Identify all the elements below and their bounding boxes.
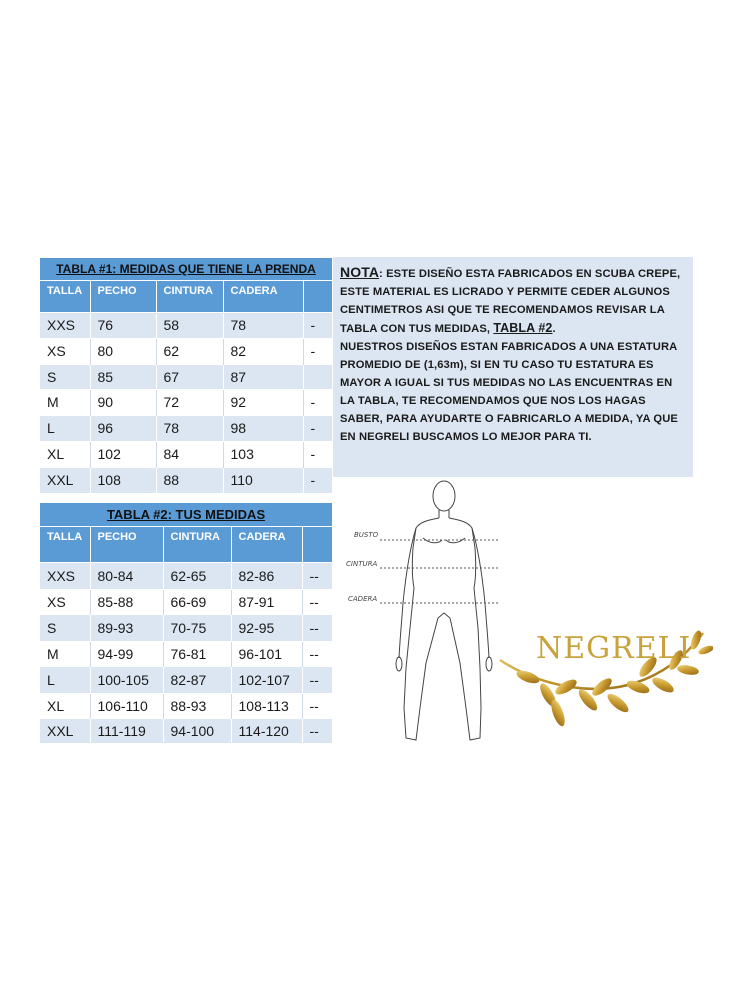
table-cell: 94-99	[90, 641, 163, 666]
table-cell: 103	[223, 441, 303, 467]
table-cell: 62-65	[163, 562, 231, 589]
table-cell: 70-75	[163, 614, 231, 641]
table-row	[40, 718, 332, 743]
note-text-3: NUESTROS DISEÑOS ESTAN FABRICADOS A UNA ESTATURA PROMEDIO DE (1,63m), SI EN TU CASO TU ESTATURA ES MAYOR A IGUAL SI TUS MEDIDAS NO LAS ENCUENTRAS EN LA TABLA, TE RECOMENDAMOS QUE NOS LOS HAGAS SABER, PARA AYUDARTE O FABRICARLO A MEDIDA, YA QUE EN NEGRELI BUSCAMOS LO MEJOR PARA TI.	[340, 341, 678, 443]
table-cell: --	[302, 614, 332, 641]
table-row	[40, 364, 332, 389]
table-cell: M	[40, 389, 90, 415]
table-row	[40, 415, 332, 441]
table2-header-extra	[302, 526, 332, 562]
brand-logo	[498, 625, 713, 740]
table-row	[40, 441, 332, 467]
table-cell: 96-101	[231, 641, 302, 666]
table1-header-extra	[303, 280, 332, 312]
table-row	[40, 562, 332, 589]
table1-header-cintura: CINTURA	[156, 280, 223, 312]
table-cell: 78	[223, 312, 303, 338]
size-table-body-measures	[40, 503, 332, 743]
table2-header-pecho: PECHO	[90, 526, 163, 562]
table-cell: --	[302, 666, 332, 693]
table-cell: 84	[156, 441, 223, 467]
table-cell: 87	[223, 364, 303, 389]
table-cell: XL	[40, 693, 90, 718]
note-label: NOTA	[340, 264, 380, 280]
table-cell: -	[303, 441, 332, 467]
note-text-1: : ESTE DISEÑO ESTA FABRICADOS EN SCUBA CREPE, ESTE MATERIAL ES LICRADO Y PERMITE CEDER ALGUNOS CENTIMETROS ASI QUE TE RECOMENDAMOS REVISAR LA TABLA CON TUS MEDIDAS,	[340, 268, 681, 335]
table-row	[40, 312, 332, 338]
table-cell: 72	[156, 389, 223, 415]
table-cell: 92	[223, 389, 303, 415]
table-cell: --	[302, 562, 332, 589]
table-cell: XL	[40, 441, 90, 467]
table-cell: 111-119	[90, 718, 163, 743]
table-cell: --	[302, 718, 332, 743]
table-cell: --	[302, 693, 332, 718]
table-row	[40, 641, 332, 666]
table2-header-cintura: CINTURA	[163, 526, 231, 562]
table-cell: 66-69	[163, 589, 231, 614]
table-cell: 88	[156, 467, 223, 493]
table-cell: -	[303, 467, 332, 493]
table-cell: 96	[90, 415, 156, 441]
table-cell: XS	[40, 589, 90, 614]
table1-header-talla: TALLA	[40, 280, 90, 312]
body-measurement-figure	[340, 478, 500, 748]
table-cell: 102	[90, 441, 156, 467]
table-cell: 85-88	[90, 589, 163, 614]
cadera-label: CADERA	[348, 595, 378, 603]
table-row	[40, 693, 332, 718]
table-cell: 87-91	[231, 589, 302, 614]
table-cell: 67	[156, 364, 223, 389]
figure-head	[433, 481, 455, 511]
table-row	[40, 467, 332, 493]
table-cell: 90	[90, 389, 156, 415]
note-table-ref: TABLA #2	[493, 321, 553, 335]
table-cell: S	[40, 614, 90, 641]
table2-header-talla: TALLA	[40, 526, 90, 562]
table-cell: -	[303, 312, 332, 338]
table-cell: XS	[40, 338, 90, 364]
table-cell: L	[40, 415, 90, 441]
brand-name: NEGRELI	[536, 631, 692, 666]
table-cell: --	[302, 589, 332, 614]
table-cell: 62	[156, 338, 223, 364]
table-cell: 110	[223, 467, 303, 493]
table-cell: M	[40, 641, 90, 666]
table-cell	[303, 364, 332, 389]
table-cell: 98	[223, 415, 303, 441]
table-cell: 82	[223, 338, 303, 364]
table-row	[40, 338, 332, 364]
table-cell: 80-84	[90, 562, 163, 589]
table-cell: 114-120	[231, 718, 302, 743]
table-cell: 89-93	[90, 614, 163, 641]
table-cell: 94-100	[163, 718, 231, 743]
note-text-2: .	[552, 323, 556, 335]
table2-title: TABLA #2: TUS MEDIDAS	[40, 503, 332, 526]
table-cell: 108-113	[231, 693, 302, 718]
table-cell: XXL	[40, 718, 90, 743]
table-cell: --	[302, 641, 332, 666]
table-cell: 88-93	[163, 693, 231, 718]
table-row	[40, 389, 332, 415]
note-box	[333, 257, 693, 477]
table-cell: 85	[90, 364, 156, 389]
table-cell: 80	[90, 338, 156, 364]
busto-label: BUSTO	[354, 531, 379, 539]
cintura-label: CINTURA	[346, 560, 378, 568]
table-cell: XXS	[40, 312, 90, 338]
table-cell: 102-107	[231, 666, 302, 693]
table-cell: 106-110	[90, 693, 163, 718]
table-cell: 92-95	[231, 614, 302, 641]
table-cell: S	[40, 364, 90, 389]
table1-header-cadera: CADERA	[223, 280, 303, 312]
size-table-garment	[40, 258, 332, 493]
table-row	[40, 589, 332, 614]
table-cell: 76	[90, 312, 156, 338]
table2-header-cadera: CADERA	[231, 526, 302, 562]
table-cell: 58	[156, 312, 223, 338]
table-cell: 108	[90, 467, 156, 493]
table-cell: -	[303, 338, 332, 364]
table-row	[40, 666, 332, 693]
table-cell: XXS	[40, 562, 90, 589]
table1-header-pecho: PECHO	[90, 280, 156, 312]
table-cell: 100-105	[90, 666, 163, 693]
table1-title: TABLA #1: MEDIDAS QUE TIENE LA PRENDA	[40, 258, 332, 280]
table-cell: L	[40, 666, 90, 693]
table-cell: 82-87	[163, 666, 231, 693]
table-cell: 76-81	[163, 641, 231, 666]
table-cell: 78	[156, 415, 223, 441]
table-cell: XXL	[40, 467, 90, 493]
table-row	[40, 614, 332, 641]
table-cell: 82-86	[231, 562, 302, 589]
table-cell: -	[303, 389, 332, 415]
table-cell: -	[303, 415, 332, 441]
